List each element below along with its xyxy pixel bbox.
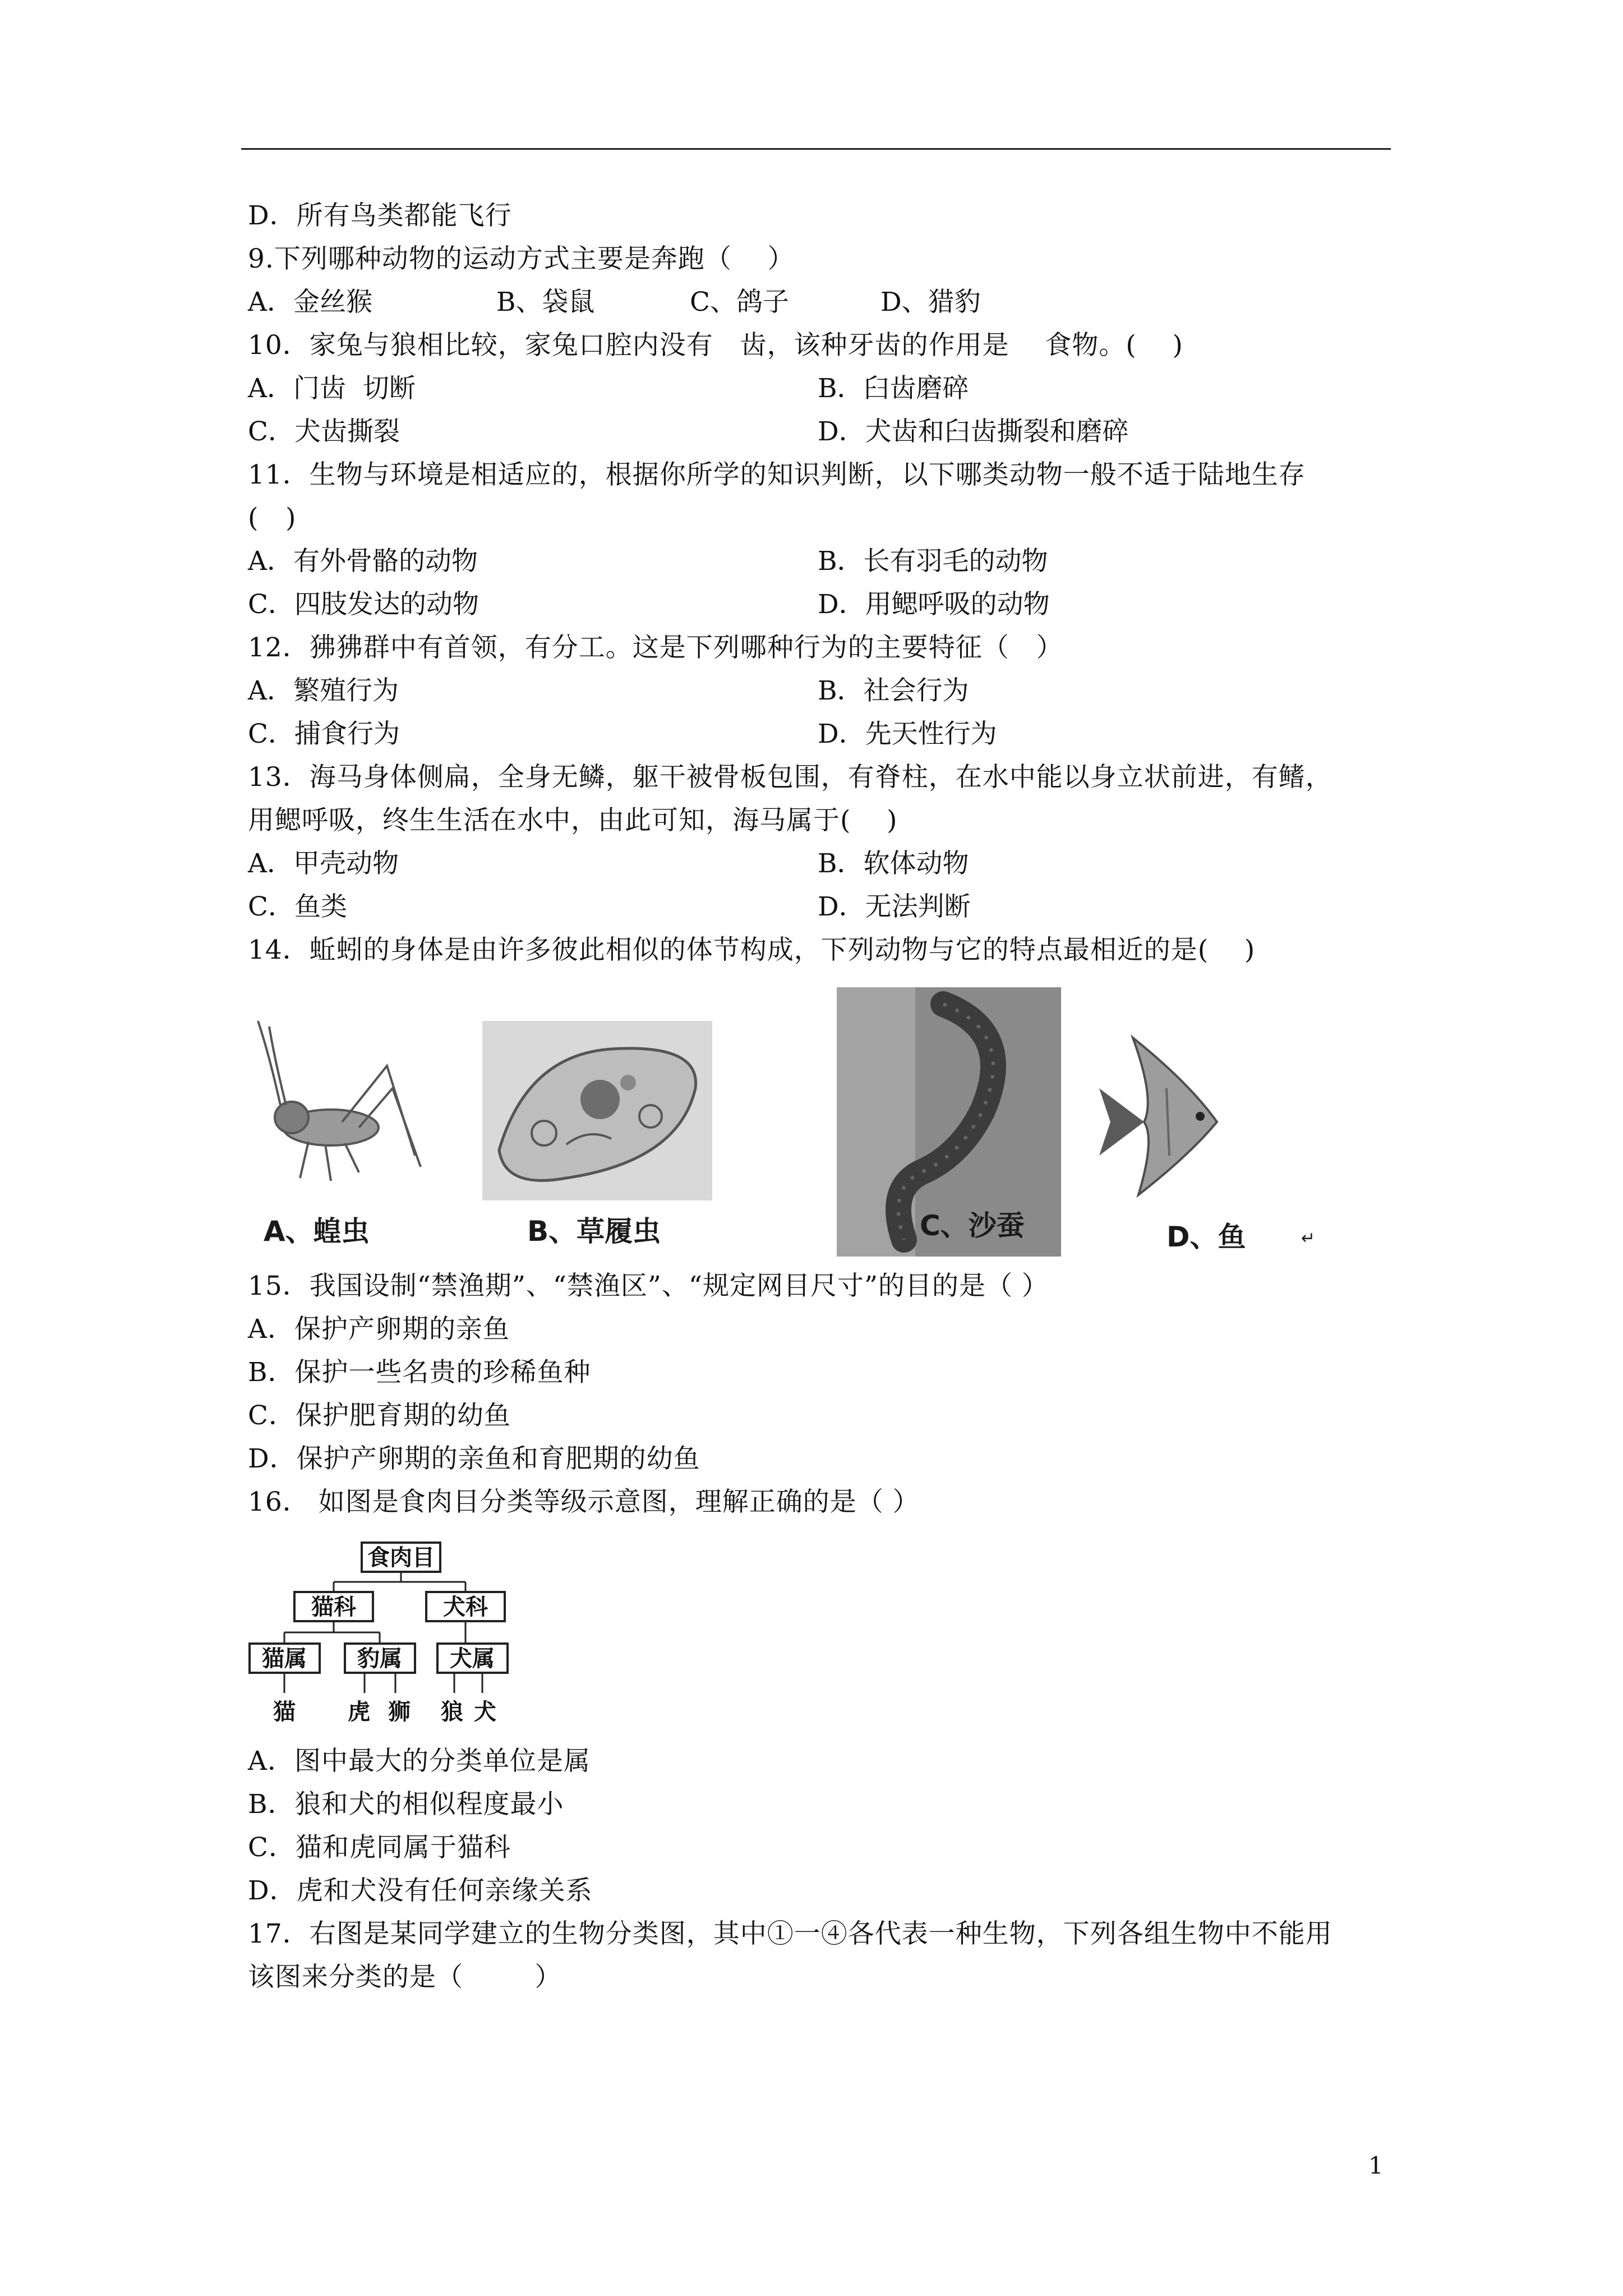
- q11-option-c: C．四肢发达的动物: [248, 589, 479, 620]
- q9-option-b: B、袋鼠: [496, 287, 595, 318]
- q17-stem-line1: 17．右图是某同学建立的生物分类图，其中①一④各代表一种生物，下列各组生物中不能用: [248, 1918, 1332, 1949]
- grasshopper-image: [247, 987, 426, 1212]
- page-number: 1: [1368, 2152, 1384, 2179]
- q8-option-d: D．所有鸟类都能飞行: [248, 200, 512, 231]
- q14-label-d: D、鱼: [1166, 1221, 1246, 1253]
- tree-family-cat: 猫科: [311, 1594, 356, 1620]
- q10-stem: 10．家兔与狼相比较，家兔口腔内没有 齿，该种牙齿的作用是 食物。( ): [248, 330, 1183, 361]
- tree-species-wolf: 狼: [441, 1699, 463, 1725]
- q11-stem-line2: ( ): [248, 503, 297, 533]
- q11-option-d: D．用鳃呼吸的动物: [818, 589, 1050, 620]
- q14-figure: [247, 987, 1316, 1257]
- q13-option-a: A．甲壳动物: [248, 848, 399, 879]
- q9-stem: 9.下列哪种动物的运动方式主要是奔跑（ ）: [248, 243, 795, 274]
- q16-option-c: C．猫和虎同属于猫科: [248, 1832, 511, 1863]
- tree-species-cat: 猫: [273, 1699, 296, 1725]
- q15-option-d: D．保护产卵期的亲鱼和育肥期的幼鱼: [248, 1443, 700, 1474]
- tree-species-lion: 狮: [388, 1699, 411, 1725]
- q16-option-a: A．图中最大的分类单位是属: [248, 1746, 591, 1777]
- q17-stem-line2: 该图来分类的是（ ）: [248, 1962, 562, 1993]
- paramecium-image: [482, 1021, 712, 1200]
- q13-option-c: C．鱼类: [248, 891, 347, 922]
- q12-option-a: A．繁殖行为: [248, 675, 399, 706]
- return-mark: ↵: [1301, 1228, 1316, 1248]
- q13-option-d: D．无法判断: [818, 891, 971, 922]
- q15-stem: 15．我国设制“禁渔期”、“禁渔区”、“规定网目尺寸”的目的是（ ）: [248, 1271, 1049, 1301]
- q16-option-d: D．虎和犬没有任何亲缘关系: [248, 1875, 593, 1906]
- q11-option-b: B．长有羽毛的动物: [818, 546, 1048, 577]
- q12-option-d: D．先天性行为: [818, 719, 997, 749]
- q16-stem: 16． 如图是食肉目分类等级示意图，理解正确的是（ ）: [248, 1487, 920, 1517]
- q15-option-c: C．保护肥育期的幼鱼: [248, 1400, 511, 1431]
- q15-option-b: B．保护一些名贵的珍稀鱼种: [248, 1357, 591, 1388]
- q13-option-b: B．软体动物: [818, 848, 969, 879]
- tree-genus-panthera: 豹属: [357, 1646, 402, 1672]
- q10-option-b: B．臼齿磨碎: [818, 373, 969, 404]
- q14-label-c: C、沙蚕: [920, 1209, 1025, 1242]
- q13-stem-line2: 用鳃呼吸，终生生活在水中，由此可知，海马属于( ): [248, 805, 898, 836]
- q12-option-b: B．社会行为: [818, 675, 969, 706]
- q9-option-c: C、鸽子: [690, 287, 789, 318]
- q10-option-a: A．门齿 切断: [248, 373, 416, 404]
- angelfish-image: [1088, 1027, 1256, 1206]
- q14-label-b: B、草履虫: [527, 1215, 661, 1248]
- q10-option-d: D．犬齿和臼齿撕裂和磨碎: [818, 416, 1129, 447]
- q9-option-a: A．金丝猴: [248, 287, 372, 318]
- tree-genus-felis: 猫属: [262, 1646, 307, 1672]
- q13-stem-line1: 13．海马身体侧扁，全身无鳞，躯干被骨板包围，有脊柱，在水中能以身立状前进，有鳍，: [248, 762, 1332, 793]
- q10-option-c: C．犬齿撕裂: [248, 416, 400, 447]
- q11-option-a: A．有外骨骼的动物: [248, 546, 478, 577]
- tree-family-dog: 犬科: [443, 1594, 488, 1620]
- tree-genus-canis: 犬属: [450, 1646, 495, 1672]
- carnivora-classification-diagram: [247, 1537, 538, 1728]
- tree-order: 食肉目: [367, 1545, 435, 1571]
- q12-option-c: C．捕食行为: [248, 719, 400, 749]
- q14-stem: 14．蚯蚓的身体是由许多彼此相似的体节构成，下列动物与它的特点最相近的是( ): [248, 935, 1256, 965]
- q9-option-d: D、猎豹: [880, 287, 981, 318]
- q16-option-b: B．狼和犬的相似程度最小: [248, 1789, 564, 1820]
- q15-option-a: A．保护产卵期的亲鱼: [248, 1314, 510, 1345]
- q11-stem-line1: 11．生物与环境是相适应的，根据你所学的知识判断，以下哪类动物一般不适于陆地生存: [248, 459, 1306, 490]
- tree-species-dog: 犬: [474, 1699, 496, 1725]
- tree-species-tiger: 虎: [348, 1699, 370, 1725]
- q12-stem: 12．狒狒群中有首领，有分工。这是下列哪种行为的主要特征（ ）: [248, 632, 1063, 663]
- header-rule: [241, 148, 1391, 150]
- q14-label-a: A、蝗虫: [264, 1215, 370, 1248]
